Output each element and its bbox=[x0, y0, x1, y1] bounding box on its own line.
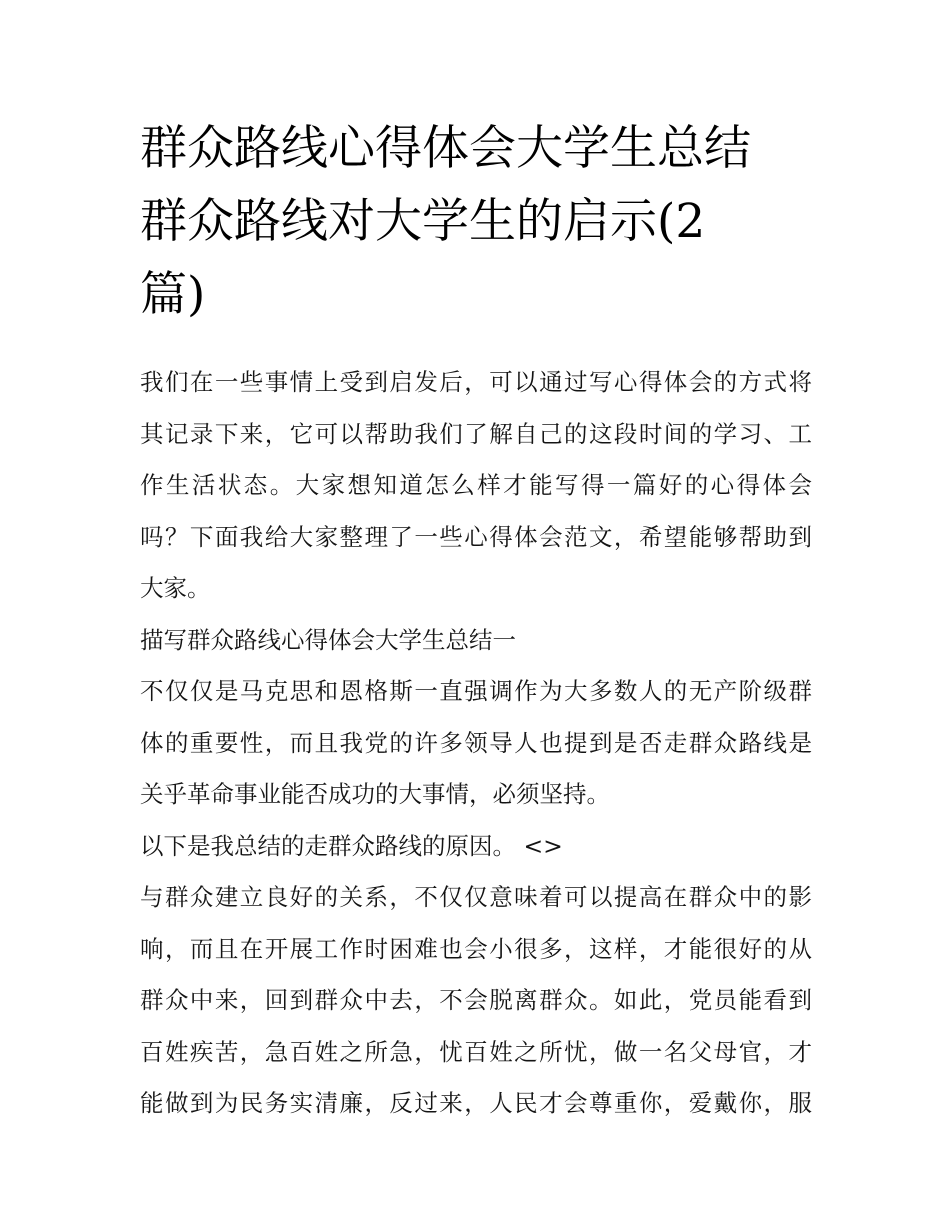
body-paragraph bbox=[140, 666, 812, 821]
text-line: 能做到为民务实清廉，反过来，人民才会尊重你，爱戴你，服 bbox=[140, 1089, 812, 1117]
body-paragraph bbox=[140, 821, 812, 873]
document-page bbox=[140, 112, 812, 1130]
text-line: 不仅仅是马克思和恩格斯一直强调作为大多数人的无产阶级群 bbox=[140, 677, 812, 705]
text-line: 群众中来，回到群众中去，不会脱离群众。如此，党员能看到 bbox=[140, 986, 812, 1014]
text-line: 与群众建立良好的关系，不仅仅意味着可以提高在群众中的影 bbox=[140, 883, 812, 911]
document-body bbox=[140, 357, 812, 1130]
text-line: 我们在一些事情上受到启发后，可以通过写心得体会的方式将 bbox=[140, 368, 812, 396]
text-line: 以下是我总结的走群众路线的原因。 <> bbox=[140, 831, 563, 860]
title-line: 群众路线对大学生的启示(2 bbox=[140, 194, 706, 249]
section-heading bbox=[140, 615, 812, 667]
title-line: 群众路线心得体会大学生总结 bbox=[140, 121, 751, 176]
text-line: 其记录下来，它可以帮助我们了解自己的这段时间的学习、工 bbox=[140, 419, 812, 448]
intro-paragraph bbox=[140, 357, 812, 615]
text-line: 响，而且在开展工作时困难也会小很多，这样，才能很好的从 bbox=[140, 934, 812, 963]
text-line: 体的重要性，而且我党的许多领导人也提到是否走群众路线是 bbox=[140, 728, 812, 757]
text-line: 关乎革命事业能否成功的大事情，必须坚持。 bbox=[140, 780, 610, 808]
text-line: 作生活状态。大家想知道怎么样才能写得一篇好的心得体会 bbox=[140, 471, 812, 499]
text-line: 百姓疾苦，急百姓之所急，忧百姓之所忧，做一名父母官，才 bbox=[140, 1037, 812, 1066]
text-line: 吗？下面我给大家整理了一些心得体会范文，希望能够帮助到 bbox=[140, 522, 812, 551]
text-line: 描写群众路线心得体会大学生总结一 bbox=[140, 625, 516, 654]
body-paragraph bbox=[140, 872, 812, 1130]
document-title bbox=[140, 112, 812, 331]
text-line: 大家。 bbox=[140, 574, 211, 602]
title-line: 篇) bbox=[140, 267, 206, 322]
